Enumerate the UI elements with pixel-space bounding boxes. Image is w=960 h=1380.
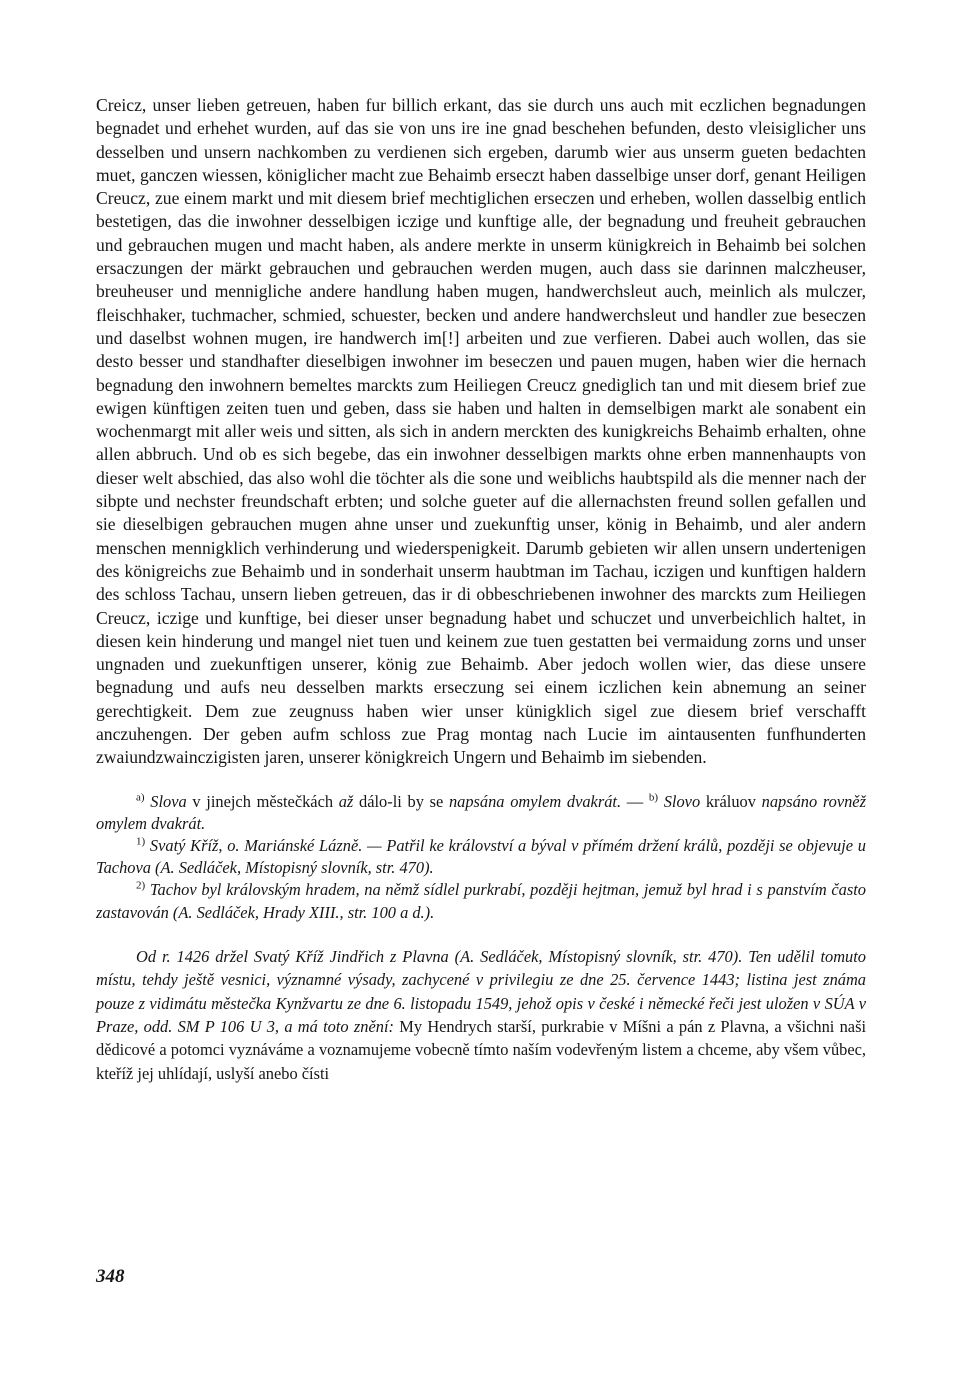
commentary-paragraph <box>96 945 866 1085</box>
textual-notes: $^{a)}$ Slova v jinejch městečkách až dálo-li by se napsána omylem dvakrát. — $^{b)}$ Slovo králuov napsáno rovněž omylem dvakrát. <box>96 791 866 833</box>
footnote-1: $^{1)}$ Svatý Kříž, o. Mariánské Lázně. — Patřil ke království a býval v přímém držení králů, později se objevuje u Tachova (A. Sedláček, Místopisný slovník, str. 470). <box>96 835 866 878</box>
commentary-roman: My Hendrych starší, purkrabie v Míšni a pán z Plavna, a všichni naši dědicové a potomci vyznáváme a voznamujeme vobecně tímto naším vodevřeným listem a chceme, aby všem vůbec, kteříž jej uhlídají, uslyší anebo čísti <box>96 1017 867 1083</box>
charter-text: Creicz, unser lieben getreuen, haben fur billich erkant, das sie durch uns auch mit eczlichen begnadungen begnadet und erhehet wurden, auf das sie von uns ire ine gnad beschehen befunden, desto vleisiglicher uns desselben und unsern nachkomben zu verdienen sich ergeben, darumb wier aus unserm gueten bedachten muet, ganczen wiessen, königlicher macht zue Behaimb erseczt haben dasselbige unser dorf, genant Heiligen Creucz, zue einem markt und mit diesem brief mechtiglichen erseczen und erheben, wollen dasselbig entlich bestetigen, das die inwohner desselbigen iczige und kunftige alle, der begnadung und freuheit gebrauchen und gebrauchen mugen und macht haben, als andere merkte in unserm künigkreich in Behaimb bei solchen ersaczungen der märkt gebrauchen und gebrauchen werden mugen, auch dass sie darinnen malczheuser, breuheuser und mennigliche andere handlung haben mugen, handwerchsleut auch, meinlich als mulczer, fleischhaker, tuchmacher, schmied, schuester, becken und andere handwerchsleut und handler zue beseczen und daselbst wohnen mugen, ire handwerch im[!] arbeiten und zue verfieren. Dabei auch wollen, das sie desto besser und standhafter dieselbigen inwohner im beseczen und pauen mugen, haben wier die hernach begnadung den inwohnern bemeltes marckts zum Heiliegen Creucz gnediglich tan und mit diesem brief zue ewigen künftigen zeiten tuen und geben, dass sie haben und halten in demselbigen markt ale sonabent ein wochenmargt mit aller weis und sitten, als sich in andern merckten des kunigkreichs Behaimb erhalten, ohne allen abbruch. Und ob es sich begebe, das ein inwohner desselbigen markts ohne erben mannenhaupts von dieser welt abschied, das also wohl die töchter als die sone und weiblichs haubtspild als die menner nach der sibpte und nechster freundschaft erbten; und solche gueter auf die allernachsten freund sollen gefallen und sie dieselbigen gebrauchen mugen ahne unser und zuekunftig unser, könig in Behaimb, und aler andern menschen mennigklich verhinderung und wiederspenigkeit. Darumb gebieten wir allen unsern undertenigen des königreichs zue Behaimb und in sonderhait unserm haubtman im Tachau, iczigen und kunftigen haldern des schloss Tachau, unsern lieben getreuen, das ir di obbeschriebenen inwohner des marckts zum Heiliegen Creucz, iczige und kunftige, bei dieser unser begnadung habet und schuczet und unverbeichlich haltet, in diesen kein hinderung und mangel niet tuen und keinem zue tuen gestatten bei vermaidung zorns und unser ungnaden und zuekunftigen unserer, könig zue Behaimb. Aber jedoch wollen wier, das diese unsere begnadung und aufs neu desselben markts erseczung sei einem iczlichen kein abnemung an seiner gerechtigkeit. Dem zue zeugnuss haben wier unser künigklich sigel zue diesem brief verschafft anczuhengen. Der geben aufm schloss zue Prag montag nach Lucie im aintausenten funfhunderten zwaiundzwainczigisten jaren, unserer königkreich Ungern und Behaimb im siebenden. <box>96 95 866 768</box>
main-text-block <box>96 94 866 770</box>
footnotes <box>96 791 866 924</box>
page-body <box>96 94 866 1102</box>
note-a-marker: a) <box>136 791 145 804</box>
footnote-1-marker: 1) <box>136 835 146 848</box>
commentary-italic: Od r. 1426 držel Svatý Kříž Jindřich z Plavna (A. Sedláček, Místopisný slovník, str. 470). Ten udělil tomuto místu, tehdy ještě vesnici, významné výsady, zachycené v privilegiu ze dne 25. července 1443; listina jest známa pouze z vidimátu městečka Kynžvartu ze dne 6. listopadu 1549, jehož opis v české i německé řeči jest uložen v SÚA v Praze, odd. SM P 106 U 3, a má toto znění: <box>96 946 866 1037</box>
note-b-marker: b) <box>648 791 659 804</box>
footnote-2-marker: 2) <box>136 879 146 892</box>
page-number: 348 <box>96 1266 125 1287</box>
footnote-2: $^{2)}$ Tachov byl královským hradem, na němž sídlel purkrabí, později hejtman, jemuž byl hrad i s panstvím často zastavován (A. Sedláček, Hrady XIII., str. 100 a d.). <box>96 879 867 922</box>
